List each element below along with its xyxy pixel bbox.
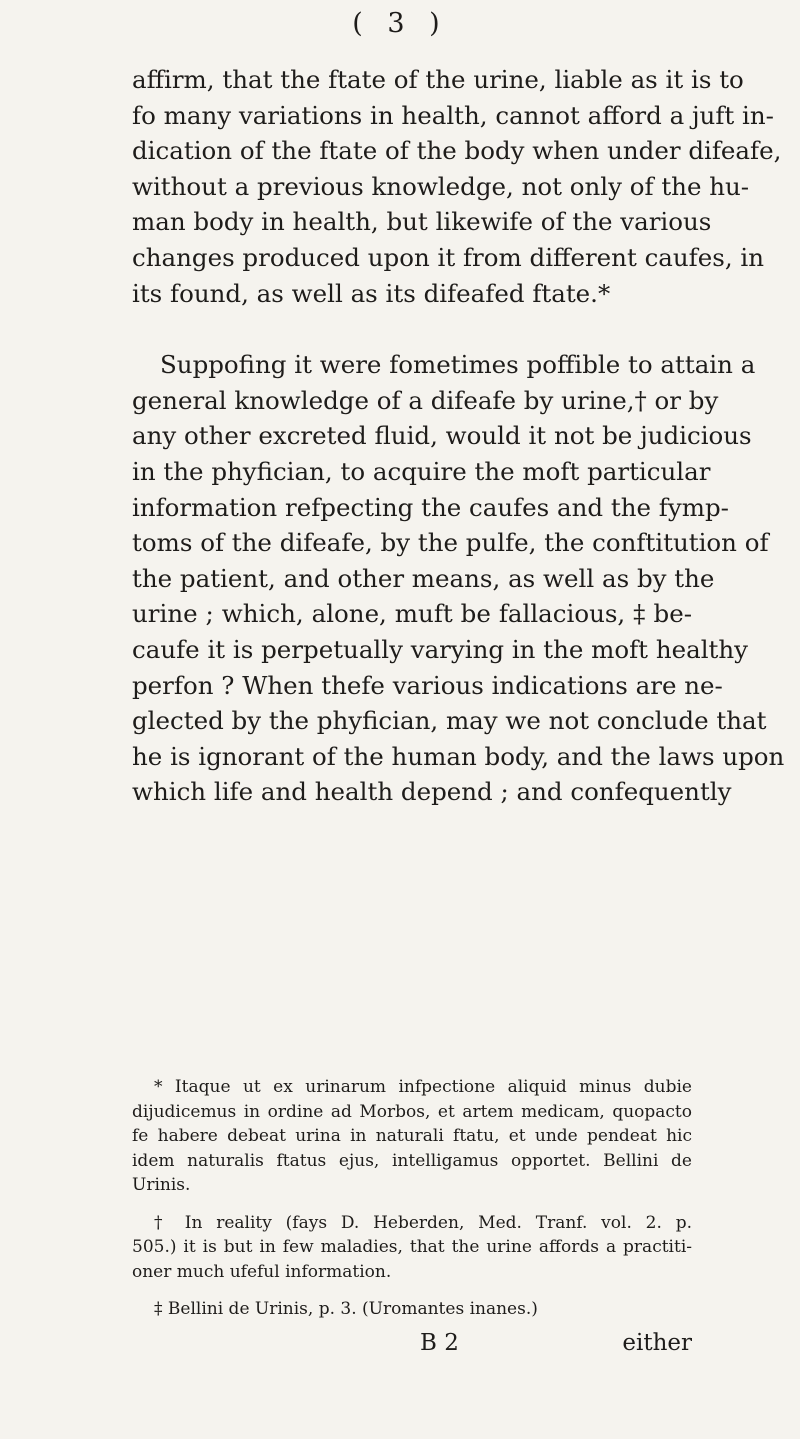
- footnote-line: * Itaque ut ex urinarum infpectione aliquid minus dubie: [154, 1077, 692, 1097]
- text-line: which life and health depend ; and confequently: [132, 777, 732, 807]
- text-line: fo many variations in health, cannot afford a juft in-: [132, 100, 774, 130]
- footnotes: [132, 1075, 692, 1335]
- text-line: information refpecting the caufes and the fymp-: [132, 492, 729, 522]
- text-line: perfon ? When thefe various indications are ne-: [132, 670, 723, 700]
- text-line: changes produced upon it from different caufes, in: [132, 242, 765, 272]
- text-line: general knowledge of a difeafe by urine,† or by: [132, 385, 719, 415]
- text-line: he is ignorant of the human body, and the laws upon: [132, 741, 785, 771]
- footnote-line: idem naturalis ftatus ejus, intelligamus opportet. Bellini de: [132, 1150, 692, 1171]
- footnote-line: † In reality (fays D. Heberden, Med. Tranf. vol. 2. p.: [154, 1212, 692, 1233]
- text-line: affirm, that the ftate of the urine, liable as it is to: [132, 65, 744, 94]
- text-line: any other excreted fluid, would it not be judicious: [132, 421, 752, 451]
- text-line: glected by the phyfician, may we not conclude that: [132, 706, 767, 736]
- footnote-line: 505.) it is but in few maladies, that the urine affords a practiti-: [132, 1237, 692, 1257]
- main-text: [132, 62, 785, 810]
- text-line: man body in health, but likewife of the various: [132, 207, 712, 237]
- text-line: toms of the difeafe, by the pulfe, the conftitution of: [132, 528, 769, 558]
- text-line: without a previous knowledge, not only of the hu-: [132, 171, 750, 201]
- paragraph-gap: [132, 311, 692, 347]
- footnote-line: fe habere debeat urina in naturali ftatu, et unde pendeat hic: [132, 1126, 692, 1146]
- text-line: its found, as well as its difeafed ftate.*: [132, 278, 611, 308]
- page-footer: [132, 1330, 692, 1370]
- footnote-heberden: [132, 1211, 692, 1285]
- text-line: Suppofing it were fometimes poffible to attain a: [160, 350, 756, 380]
- footnote-line: Urinis.: [132, 1175, 191, 1195]
- catchword: either: [622, 1330, 692, 1356]
- text-line: urine ; which, alone, muft be fallacious, ‡ be-: [132, 599, 692, 629]
- footnote-bellini-uromantes: [132, 1297, 692, 1322]
- text-line: in the phyfician, to acquire the moft particular: [132, 456, 711, 486]
- footnote-bellini-urinis: [132, 1075, 692, 1198]
- text-line: dication of the ftate of the body when under difeafe,: [132, 136, 782, 166]
- footnote-line: ‡ Bellini de Urinis, p. 3. (Uromantes inanes.): [154, 1299, 538, 1319]
- page-number: ( 3 ): [352, 8, 448, 39]
- signature-mark: B 2: [420, 1330, 459, 1356]
- footnote-line: dijudicemus in ordine ad Morbos, et artem medicam, quopacto: [132, 1101, 692, 1122]
- footnote-line: oner much ufeful information.: [132, 1261, 392, 1282]
- text-line: the patient, and other means, as well as by the: [132, 563, 715, 593]
- text-line: caufe it is perpetually varying in the moft healthy: [132, 634, 749, 664]
